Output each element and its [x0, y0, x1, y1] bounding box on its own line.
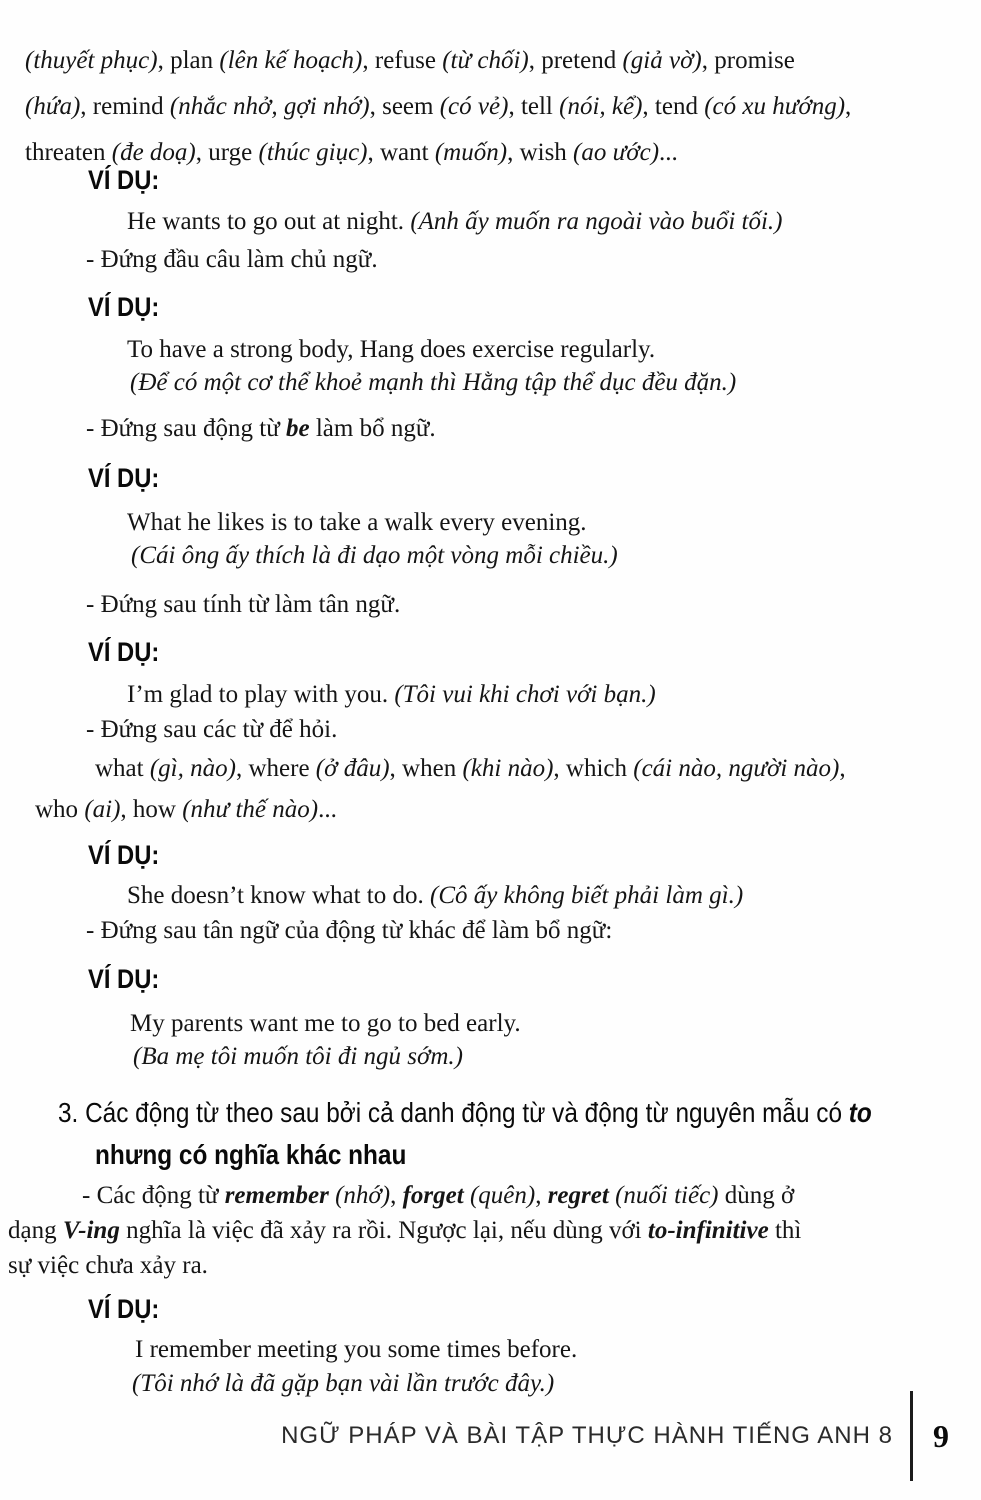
wh-words-line: who (ai), how (như thế nào)... — [35, 796, 337, 823]
example-sentence: What he likes is to take a walk every evening. — [127, 509, 587, 536]
vi-du-heading: VÍ DỤ: — [88, 964, 160, 994]
intro-line: threaten (đe doạ), urge (thúc giục), want (muốn), wish (ao ước)... — [25, 139, 678, 166]
vi-du-heading: VÍ DỤ: — [88, 463, 160, 493]
usage-note: - Đứng sau tân ngữ của động từ khác để làm bổ ngữ: — [86, 917, 613, 944]
paragraph-line: - Các động từ remember (nhớ), forget (quên), regret (nuối tiếc) dùng ở — [82, 1182, 795, 1209]
example-sentence: He wants to go out at night. (Anh ấy muốn ra ngoài vào buổi tối.) — [127, 208, 783, 235]
wh-words-line: what (gì, nào), where (ở đâu), when (khi nào), which (cái nào, người nào), — [95, 755, 846, 782]
example-sentence: To have a strong body, Hang does exercise regularly. — [127, 336, 656, 363]
example-sentence: She doesn’t know what to do. (Cô ấy không biết phải làm gì.) — [127, 882, 744, 909]
intro-line: (thuyết phục), plan (lên kế hoạch), refuse (từ chối), pretend (giả vờ), promise — [25, 47, 795, 74]
example-translation: (Tôi nhớ là đã gặp bạn vài lần trước đây.) — [132, 1370, 555, 1397]
intro-line: (hứa), remind (nhắc nhở, gợi nhớ), seem (có vẻ), tell (nói, kể), tend (có xu hướng), — [25, 93, 852, 120]
vi-du-heading: VÍ DỤ: — [88, 1294, 160, 1324]
vi-du-heading: VÍ DỤ: — [88, 840, 160, 870]
page-footer — [281, 1391, 969, 1481]
vi-du-heading: VÍ DỤ: — [88, 165, 160, 195]
example-sentence: I’m glad to play with you. (Tôi vui khi chơi với bạn.) — [127, 681, 656, 708]
example-translation: (Để có một cơ thể khoẻ mạnh thì Hằng tập thể dục đều đặn.) — [130, 369, 737, 396]
example-translation: (Cái ông ấy thích là đi dạo một vòng mỗi chiều.) — [131, 542, 618, 569]
page-number: 9 — [933, 1417, 949, 1454]
usage-note: - Đứng đầu câu làm chủ ngữ. — [86, 246, 378, 273]
section-heading-line: 3. Các động từ theo sau bởi cả danh động từ và động từ nguyên mẫu có to — [58, 1097, 872, 1128]
usage-note: - Đứng sau tính từ làm tân ngữ. — [86, 591, 401, 618]
example-sentence: My parents want me to go to bed early. — [130, 1010, 521, 1037]
section-heading-line: nhưng có nghĩa khác nhau — [95, 1139, 407, 1170]
vi-du-heading: VÍ DỤ: — [88, 637, 160, 667]
example-translation: (Ba mẹ tôi muốn tôi đi ngủ sớm.) — [133, 1043, 463, 1070]
vi-du-heading: VÍ DỤ: — [88, 292, 160, 322]
usage-note: - Đứng sau động từ be làm bổ ngữ. — [86, 415, 436, 442]
example-sentence: I remember meeting you some times before. — [135, 1336, 578, 1363]
usage-note: - Đứng sau các từ để hỏi. — [86, 716, 338, 743]
paragraph-line: dạng V-ing nghĩa là việc đã xảy ra rồi. Ngược lại, nếu dùng với to-infinitive thì — [8, 1217, 802, 1244]
paragraph-line: sự việc chưa xảy ra. — [8, 1252, 208, 1279]
footer-book-title: NGỮ PHÁP VÀ BÀI TẬP THỰC HÀNH TIẾNG ANH 8 — [281, 1422, 893, 1449]
